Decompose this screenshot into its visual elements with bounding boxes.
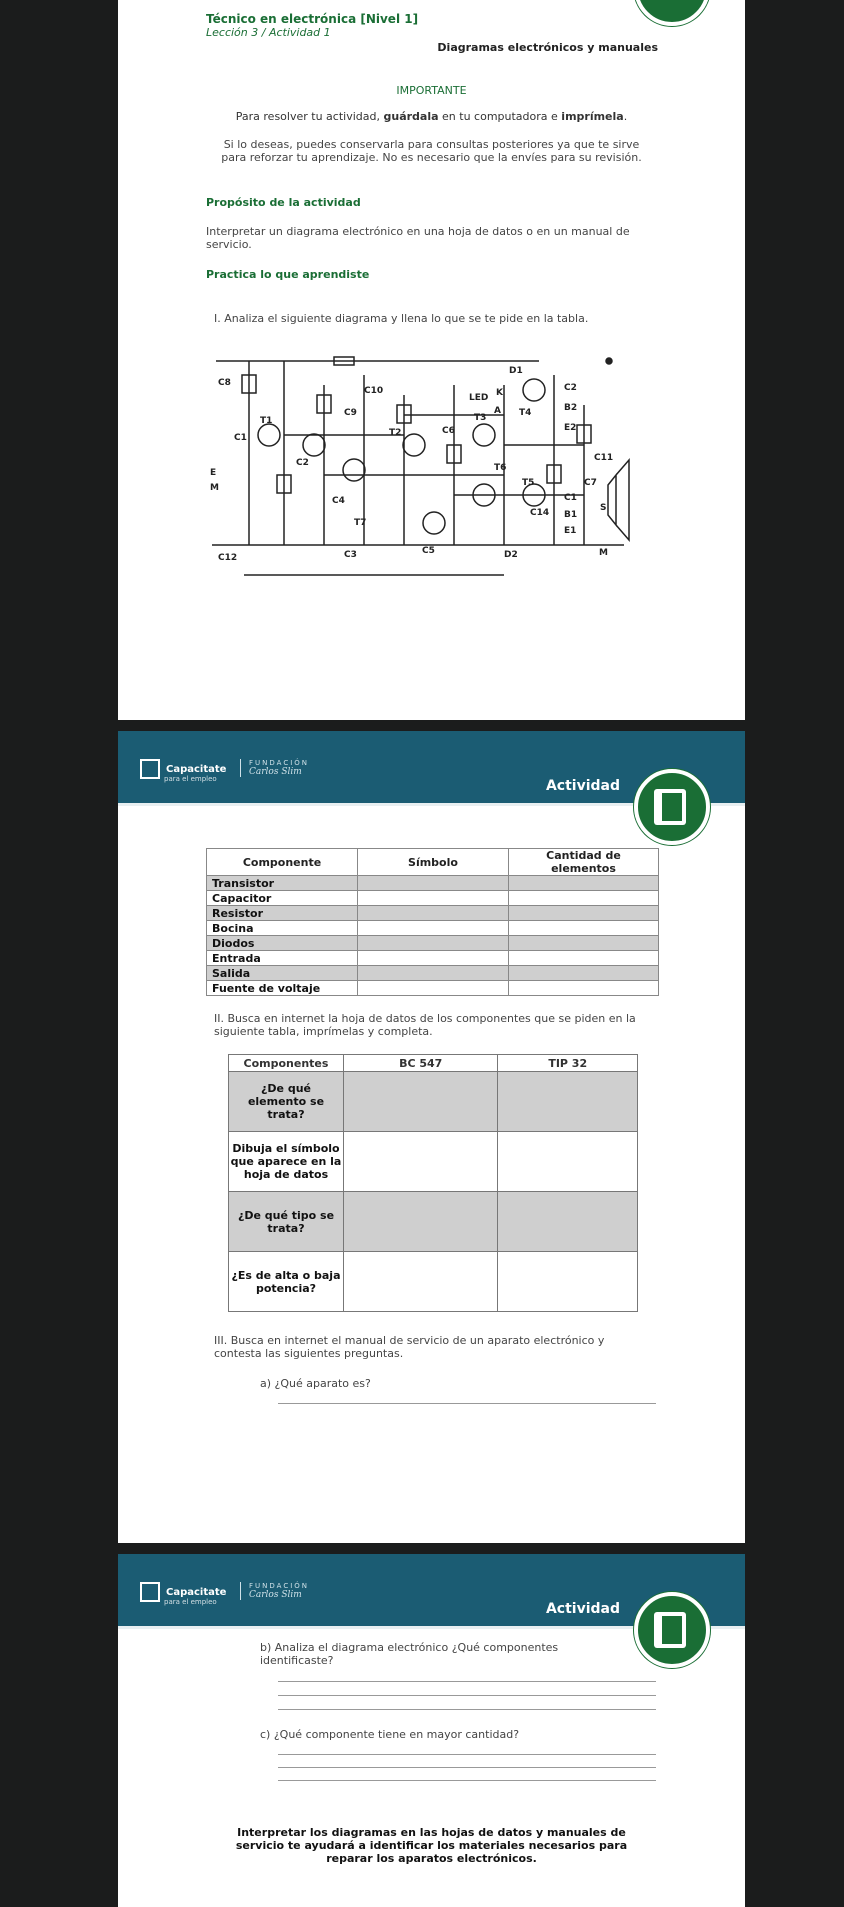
svg-text:C7: C7: [584, 478, 597, 488]
svg-text:D1: D1: [509, 366, 523, 376]
practice-heading: Practica lo que aprendiste: [206, 268, 370, 281]
answer-line[interactable]: [278, 1780, 656, 1781]
lesson-label: Lección 3 / Actividad 1: [206, 26, 331, 39]
col-quantity: Cantidad de elementos: [509, 849, 659, 876]
course-title: Técnico en electrónica [Nivel 1]: [206, 12, 419, 26]
svg-text:E1: E1: [564, 526, 577, 536]
instruction-1: Para resolver tu actividad, guárdala en tu computadora e imprímela.: [235, 110, 628, 123]
activity-badge: [634, 1592, 710, 1668]
svg-text:C8: C8: [218, 378, 231, 388]
answer-line[interactable]: [278, 1754, 656, 1755]
datasheet-table: [228, 1054, 638, 1312]
svg-text:T7: T7: [354, 518, 367, 528]
svg-text:E: E: [210, 468, 217, 478]
svg-text:C12: C12: [218, 553, 238, 563]
svg-text:C4: C4: [332, 496, 345, 506]
closing-note: Interpretar los diagramas en las hojas de datos y manuales de servicio te ayudará a identificar los materiales necesarios para reparar los aparatos electrónicos.: [235, 1826, 628, 1865]
svg-text:C1: C1: [564, 493, 577, 503]
svg-text:T4: T4: [519, 408, 532, 418]
svg-text:C1: C1: [234, 433, 247, 443]
activity-badge: [634, 0, 710, 26]
brand-logo: Capacitate para el empleo: [140, 759, 226, 783]
svg-text:C9: C9: [344, 408, 357, 418]
question-3: III. Busca en internet el manual de servicio de un aparato electrónico y contesta las siguientes preguntas.: [214, 1334, 605, 1360]
svg-text:T5: T5: [522, 478, 535, 488]
table-row: Dibuja el símbolo que aparece en la hoja de datos: [229, 1132, 638, 1192]
svg-text:A: A: [494, 406, 501, 416]
table-row: Bocina: [207, 921, 659, 936]
brand-icon: [140, 1582, 160, 1602]
table-row: Transistor: [207, 876, 659, 891]
answer-line[interactable]: [278, 1403, 656, 1404]
svg-text:K: K: [496, 388, 503, 398]
svg-text:C2: C2: [564, 383, 577, 393]
instruction-2: Si lo deseas, puedes conservarla para consultas posteriores ya que te sirve para reforzar tu aprendizaje. No es necesario que la envíes para su revisión.: [221, 138, 642, 164]
table-row: ¿De qué elemento se trata?: [229, 1072, 638, 1132]
brand-icon: [140, 759, 160, 779]
answer-line[interactable]: [278, 1767, 656, 1768]
svg-text:T6: T6: [494, 463, 507, 473]
question-b: b) Analiza el diagrama electrónico ¿Qué componentes identificaste?: [260, 1641, 559, 1667]
foundation-logo: FUNDACIÓN Carlos Slim: [240, 1582, 309, 1600]
svg-text:M: M: [210, 483, 219, 493]
question-c: c) ¿Qué componente tiene en mayor cantidad?: [260, 1728, 520, 1741]
col-component: Componente: [207, 849, 358, 876]
answer-line[interactable]: [278, 1681, 656, 1682]
page-1: [118, 0, 745, 720]
svg-text:C6: C6: [442, 426, 455, 436]
svg-text:D2: D2: [504, 550, 518, 560]
svg-text:C11: C11: [594, 453, 614, 463]
col-symbol: Símbolo: [358, 849, 509, 876]
svg-text:T1: T1: [260, 416, 273, 426]
book-icon: [654, 1612, 686, 1648]
table-row: Diodos: [207, 936, 659, 951]
book-icon: [654, 789, 686, 825]
table-row: Fuente de voltaje: [207, 981, 659, 996]
foundation-logo: FUNDACIÓN Carlos Slim: [240, 759, 309, 777]
svg-text:B2: B2: [564, 403, 578, 413]
activity-badge: [634, 769, 710, 845]
page-3: [118, 1554, 745, 1907]
svg-text:C3: C3: [344, 550, 357, 560]
svg-text:E2: E2: [564, 423, 577, 433]
svg-text:LED: LED: [469, 393, 489, 403]
svg-text:S: S: [600, 503, 607, 513]
table-row: Capacitor: [207, 891, 659, 906]
svg-text:C2: C2: [296, 458, 309, 468]
table-header-row: [207, 849, 659, 876]
answer-line[interactable]: [278, 1695, 656, 1696]
question-2: II. Busca en internet la hoja de datos de los componentes que se piden en la siguiente tabla, imprímelas y completa.: [214, 1012, 636, 1038]
svg-text:T2: T2: [389, 428, 402, 438]
table-row: Resistor: [207, 906, 659, 921]
table-row: ¿Es de alta o baja potencia?: [229, 1252, 638, 1312]
subject-label: Diagramas electrónicos y manuales: [437, 41, 658, 54]
table-row: ¿De qué tipo se trata?: [229, 1192, 638, 1252]
answer-line[interactable]: [278, 1709, 656, 1710]
important-heading: IMPORTANTE: [396, 84, 467, 97]
table-row: Salida: [207, 966, 659, 981]
svg-text:T3: T3: [474, 413, 487, 423]
activity-title: Actividad: [545, 778, 620, 794]
svg-text:C10: C10: [364, 386, 384, 396]
purpose-text: Interpretar un diagrama electrónico en una hoja de datos o en un manual de servicio.: [206, 225, 630, 251]
svg-text:C5: C5: [422, 546, 435, 556]
page-2: [118, 731, 745, 1543]
table-row: Entrada: [207, 951, 659, 966]
circuit-diagram: [204, 345, 644, 595]
components-table: [206, 848, 659, 996]
svg-text:M: M: [599, 548, 608, 558]
question-a: a) ¿Qué aparato es?: [260, 1377, 371, 1390]
question-1: I. Analiza el siguiente diagrama y llena lo que se te pide en la tabla.: [214, 312, 589, 325]
brand-logo: Capacitate para el empleo: [140, 1582, 226, 1606]
svg-text:C14: C14: [530, 508, 550, 518]
activity-title: Actividad: [545, 1601, 620, 1617]
table-header-row: Componentes BC 547 TIP 32: [229, 1055, 638, 1072]
purpose-heading: Propósito de la actividad: [206, 196, 361, 209]
svg-text:B1: B1: [564, 510, 578, 520]
